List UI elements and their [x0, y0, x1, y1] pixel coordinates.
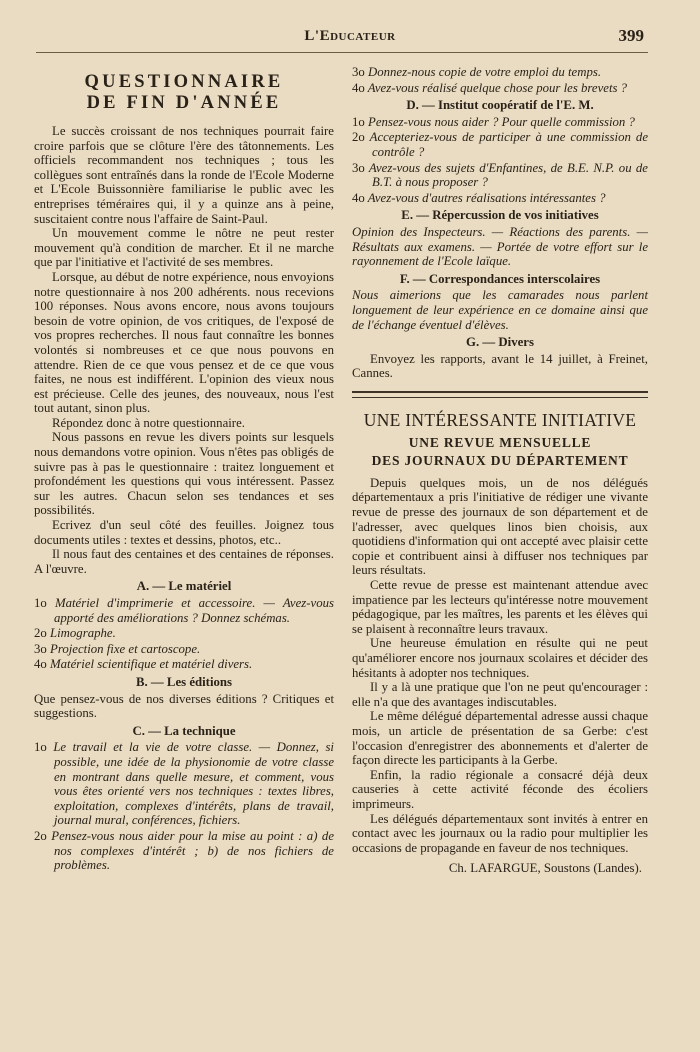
paragraph: Depuis quelques mois, un de nos délégués départementaux a pris l'initiative de rédiger une vivante revue de presse des journaux de son département et de l'adresser, avec quelques linos bien choisis, aux quotidiens d'information qui ont accepté avec plaisir cette copie et contribuent ainsi à diffuser nos techniques par leurs résultats. — [352, 475, 648, 578]
initiative-subtitle-2: DES JOURNAUX DU DÉPARTEMENT — [371, 452, 629, 468]
paragraph: Nous aimerions que les camarades nous parlent longuement de leur expérience en ce domaine ainsi que de l'échange éventuel d'élèves. — [352, 288, 648, 332]
section-heading-d: D. — Institut coopératif de l'E. M. — [406, 98, 594, 113]
list-item: 2o Limographe. — [34, 626, 116, 641]
paragraph: Répondez donc à notre questionnaire. — [52, 415, 245, 430]
paragraph: Lorsque, au début de notre expérience, nous envoyions notre questionnaire à nos 200 adhérents. nous recevions 100 réponses. Nous avons encore, nous avons toujours besoin de votre opinion, de vos critiques, de l'exposé de vos propres recherches. Il nous faut connaître les bonnes volontés si nombreuses et ce que nous pouvons en attendre. Rien de ce que vous pensez et de ce que vous faites, ne nous est indifférent. L'opinion des vieux nous est précieuse. Celle des jeunes, des nouveaux, nous l'est tout autant, sinon plus. — [34, 269, 334, 416]
paragraph: Une heureuse émulation en résulte qui ne peut qu'améliorer encore nos journaux scolaires et décider des hésitants à adopter nos techniques. — [352, 636, 648, 680]
paragraph: Enfin, la radio régionale a consacré déjà deux causeries à cette activité féconde des écoliers imprimeurs. — [352, 767, 648, 811]
title-line-2: DE FIN D'ANNÉE — [86, 93, 282, 113]
section-heading-a: A. — Le matériel — [136, 579, 232, 594]
paragraph: Cette revue de presse est maintenant attendue avec impatience par les lecteurs qu'intéresse notre mouvement pédagogique, par les maîtres, les parents et les élèves qui se plaisent à reconnaître leurs travaux. — [352, 578, 648, 636]
paragraph: Envoyez les rapports, avant le 14 juillet, à Freinet, Cannes. — [352, 351, 648, 381]
signature: Ch. LAFARGUE, Soustons (Landes). — [448, 861, 642, 876]
journal-title: L'Educateur — [304, 28, 396, 44]
left-column — [34, 64, 334, 874]
paragraph: Opinion des Inspecteurs. — Réactions des parents. — Résultats aux examens. — Portée de votre effort sur le rayonnement de l'Ecole laïque. — [352, 224, 648, 269]
page-number: 399 — [618, 26, 644, 45]
paragraph: Il y a là une pratique que l'on ne peut qu'encourager : elle n'a que des avantages indiscutables. — [352, 680, 648, 709]
paragraph: Ecrivez d'un seul côté des feuilles. Joignez tous documents utiles : textes et dessins, photos, etc.. — [34, 518, 334, 547]
list-item: 4o Avez-vous réalisé quelque chose pour les brevets ? — [352, 80, 628, 95]
paragraph: Les délégués départementaux sont invités à entrer en contact avec les journaux ou la radio pour multiplier les occasions de propagande en faveur de nos techniques. — [352, 811, 648, 855]
initiative-title: UNE INTÉRESSANTE INITIATIVE — [363, 409, 637, 430]
list-item: 2o Pensez-vous nous aider pour la mise au point : a) de nos complexes d'intérêt ; b) de nos fichiers de problèmes. — [34, 828, 335, 873]
title-line-1: QUESTIONNAIRE — [84, 72, 284, 92]
list-item: 4o Avez-vous d'autres réalisations intéressantes ? — [352, 190, 606, 205]
list-item: 3o Avez-vous des sujets d'Enfantines, de B.E. N.P. ou de B.T. à nous proposer ? — [352, 160, 648, 190]
initiative-subtitle-1: UNE REVUE MENSUELLE — [408, 434, 592, 450]
page-header — [0, 28, 700, 52]
list-item: 4o Matériel scientifique et matériel divers. — [34, 657, 253, 672]
paragraph: Que pensez-vous de nos diverses éditions ? Critiques et suggestions. — [34, 691, 334, 721]
paragraph: Le même délégué départemental adresse aussi chaque mois, un article de présentation de sa Gerbe: c'est l'occasion d'enregistrer des abonnements et d'alerter de façon directe les participants à la Gerbe. — [352, 709, 648, 768]
list-item: 1o Le travail et la vie de votre classe. — Donnez, si possible, une idée de la physionomie de votre classe en montrant dans quelle mesure, et comment, vous vous êtes orienté vers nos techniques : textes libres, exploitation, complexes d'intérêts, plans de travail, journal mural, conférences, fichiers. — [34, 740, 334, 828]
header-rule — [36, 52, 648, 53]
list-item: 1o Matériel d'imprimerie et accessoire. — Avez-vous apporté des améliorations ? Donnez schémas. — [34, 596, 334, 625]
paragraph: Il nous faut des centaines et des centaines de réponses. A l'œuvre. — [34, 547, 334, 576]
questionnaire-title — [34, 72, 334, 114]
right-column — [352, 64, 648, 876]
section-heading-c: C. — La technique — [132, 723, 236, 738]
list-item: 2o Accepteriez-vous de participer à une commission de contrôle ? — [352, 130, 648, 159]
paragraph: Le succès croissant de nos techniques pourrait faire croire parfois que se clôture l'ère des tâtonnements. Les officiels recommandent nos techniques ; tous les collègues sont entraînés dans la ronde de l'Ecole Moderne et L'Ecole Buissonnière familiarise le public avec les entreprises téméraires qui, il y a quinze ans à peine, suscitaient contre nous l'affaire de Saint-Paul. — [34, 124, 334, 226]
paragraph: Nous passons en revue les divers points sur lesquels nous demandons votre opinion. Vous n'êtes pas obligés de suivre pas à pas le questionnaire : traitez longuement et profondément les questions qui vous intéressent. Passez sur les autres. Chacun selon ses tendances et ses possibilités. — [34, 430, 334, 518]
section-heading-b: B. — Les éditions — [136, 674, 232, 689]
section-divider — [352, 391, 648, 398]
list-item: 3o Donnez-nous copie de votre emploi du temps. — [352, 65, 602, 79]
list-item: 3o Projection fixe et cartoscope. — [34, 641, 201, 656]
section-heading-g: G. — Divers — [466, 335, 534, 350]
section-heading-f: F. — Correspondances interscolaires — [399, 271, 601, 286]
section-heading-e: E. — Répercussion de vos initiatives — [401, 208, 599, 223]
paragraph: Un mouvement comme le nôtre ne peut rester mouvement qu'à condition de marcher. Et il ne marche que par l'initiative et l'activité de ses membres. — [34, 226, 334, 270]
list-item: 1o Pensez-vous nous aider ? Pour quelle commission ? — [352, 114, 635, 129]
